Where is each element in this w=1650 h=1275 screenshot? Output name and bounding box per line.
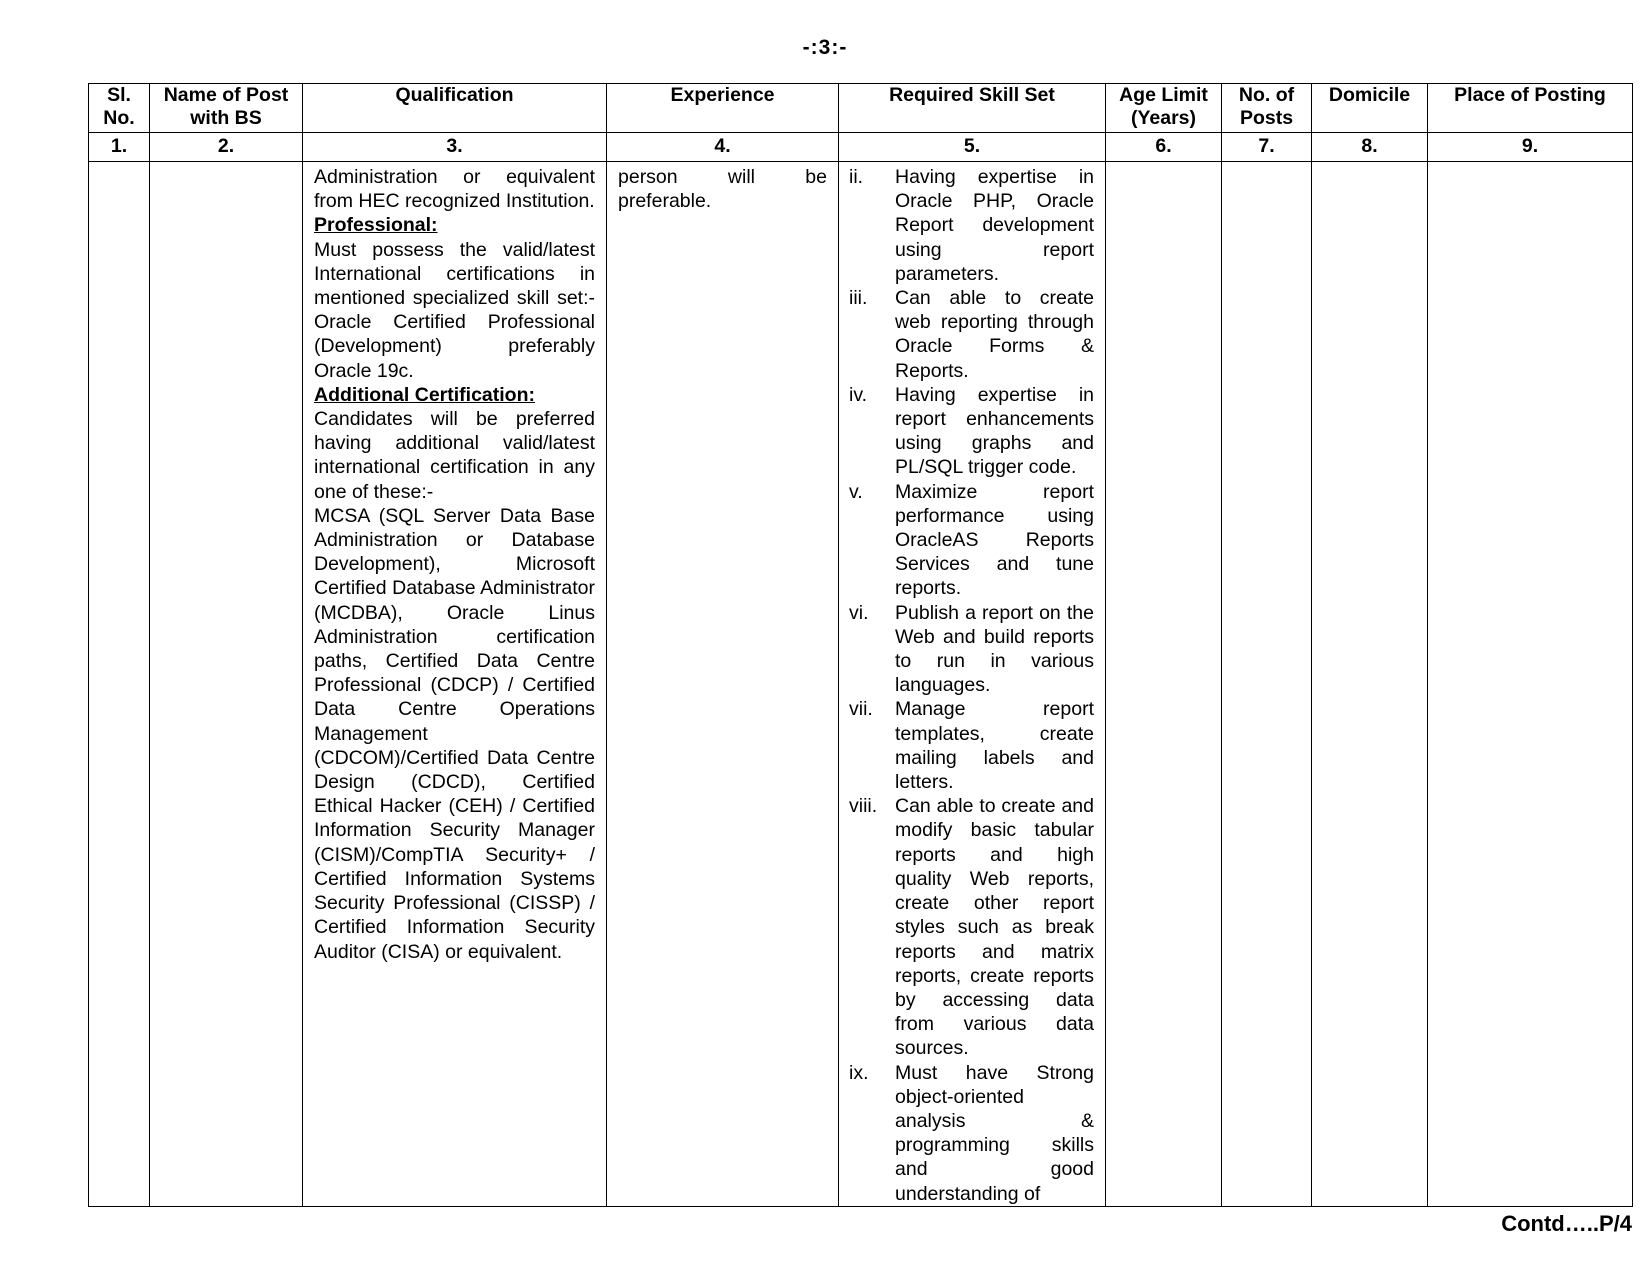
column-number: 9.: [1428, 133, 1633, 162]
cell-post-name: [150, 162, 303, 1207]
cell-place-of-posting: [1428, 162, 1633, 1207]
header-skill-set: Required Skill Set: [839, 84, 1106, 133]
qualification-heading: Professional:: [314, 214, 438, 237]
skill-item: [849, 794, 1094, 1060]
skill-text: Can able to create and modify basic tabular reports and high quality Web reports, create other report styles such as break reports and matrix reports, create reports by accessing data from various data sources.: [895, 795, 1094, 1060]
header-post-name: Name of Post with BS: [150, 84, 303, 133]
page-number: -:3:-: [802, 36, 848, 59]
cell-no-of-posts: [1222, 162, 1312, 1207]
column-number: 4.: [607, 133, 839, 162]
skill-item: [849, 480, 1094, 601]
skill-text: Manage report templates, create mailing labels and letters.: [895, 698, 1094, 794]
column-number-row: [89, 133, 1633, 162]
column-number: 8.: [1312, 133, 1428, 162]
column-number: 3.: [303, 133, 607, 162]
skill-text: Can able to create web reporting through Oracle Forms & Reports.: [895, 287, 1094, 382]
skill-item: [849, 286, 1094, 383]
skill-number: viii.: [849, 795, 878, 818]
experience-text: person will be preferable.: [618, 166, 827, 213]
header-qualification: Qualification: [303, 84, 607, 133]
qualification-paragraph: Administration or equivalent from HEC recognized Institution.: [314, 166, 595, 213]
table-row: [89, 162, 1633, 1207]
skill-text: Maximize report performance using OracleAS Reports Services and tune reports.: [895, 480, 1094, 600]
skill-number: iii.: [849, 287, 868, 310]
skill-text: Must have Strong object-oriented analysis & programming skills and good understanding of: [895, 1061, 1094, 1205]
header-sl-no: Sl. No.: [89, 84, 150, 133]
skill-number: ix.: [849, 1061, 869, 1084]
skill-text: Having expertise in Oracle PHP, Oracle Report development using report parameters.: [895, 166, 1094, 285]
header-no-of-posts: No. of Posts: [1222, 84, 1312, 133]
cell-domicile: [1312, 162, 1428, 1207]
column-number: 6.: [1106, 133, 1222, 162]
skill-text: Having expertise in report enhancements using graphs and PL/SQL trigger code.: [895, 383, 1094, 479]
skill-number: ii.: [849, 166, 864, 188]
column-number: 7.: [1222, 133, 1312, 162]
header-experience: Experience: [607, 84, 839, 133]
skill-number: vii.: [849, 698, 873, 721]
header-age-limit: Age Limit (Years): [1106, 84, 1222, 133]
column-number: 1.: [89, 133, 150, 162]
qualification-heading: Additional Certification:: [314, 383, 535, 406]
skill-number: iv.: [849, 383, 868, 406]
column-number: 2.: [150, 133, 303, 162]
qualification-text: [303, 162, 606, 964]
skill-item: [849, 697, 1094, 794]
cell-sl-no: [89, 162, 150, 1207]
skill-text: Publish a report on the Web and build reports to run in various languages.: [895, 601, 1094, 697]
header-domicile: Domicile: [1312, 84, 1428, 133]
qualification-paragraph: MCSA (SQL Server Data Base Administration or Database Development), Microsoft Certified Database Administrator (MCDBA), Oracle Linus Administration certification paths, Certified Data Centre Professional (CDCP) / Certified Data Centre Operations Management (CDCOM)/Certified Data Centre Design (CDCD), Certified Ethical Hacker (CEH) / Certified Information Security Manager (CISM)/CompTIA Security+ / Certified Information Systems Security Professional (CISSP) / Certified Information Security Auditor (CISA) or equivalent.: [314, 504, 595, 963]
cell-age-limit: [1106, 162, 1222, 1207]
skill-item: [849, 165, 1094, 286]
header-place-of-posting: Place of Posting: [1428, 84, 1633, 133]
continued-label: Contd…..P/4: [1501, 1211, 1632, 1236]
cell-qualification: [303, 162, 607, 1207]
posts-table: [88, 83, 1633, 1207]
cell-experience: [607, 162, 839, 1207]
skill-item: [849, 383, 1094, 480]
cell-skill-set: [839, 162, 1106, 1207]
skill-item: [849, 1061, 1094, 1206]
skill-number: v.: [849, 480, 863, 503]
column-number: 5.: [839, 133, 1106, 162]
skill-item: [849, 601, 1094, 698]
header-row: [89, 84, 1633, 133]
qualification-paragraph: Must possess the valid/latest International certifications in mentioned specialized skill set:- Oracle Certified Professional (Development) preferably Oracle 19c.: [314, 238, 595, 382]
skill-number: vi.: [849, 601, 869, 624]
qualification-paragraph: Candidates will be preferred having additional valid/latest international certification in any one of these:-: [314, 408, 595, 503]
skill-list: [839, 162, 1105, 1206]
